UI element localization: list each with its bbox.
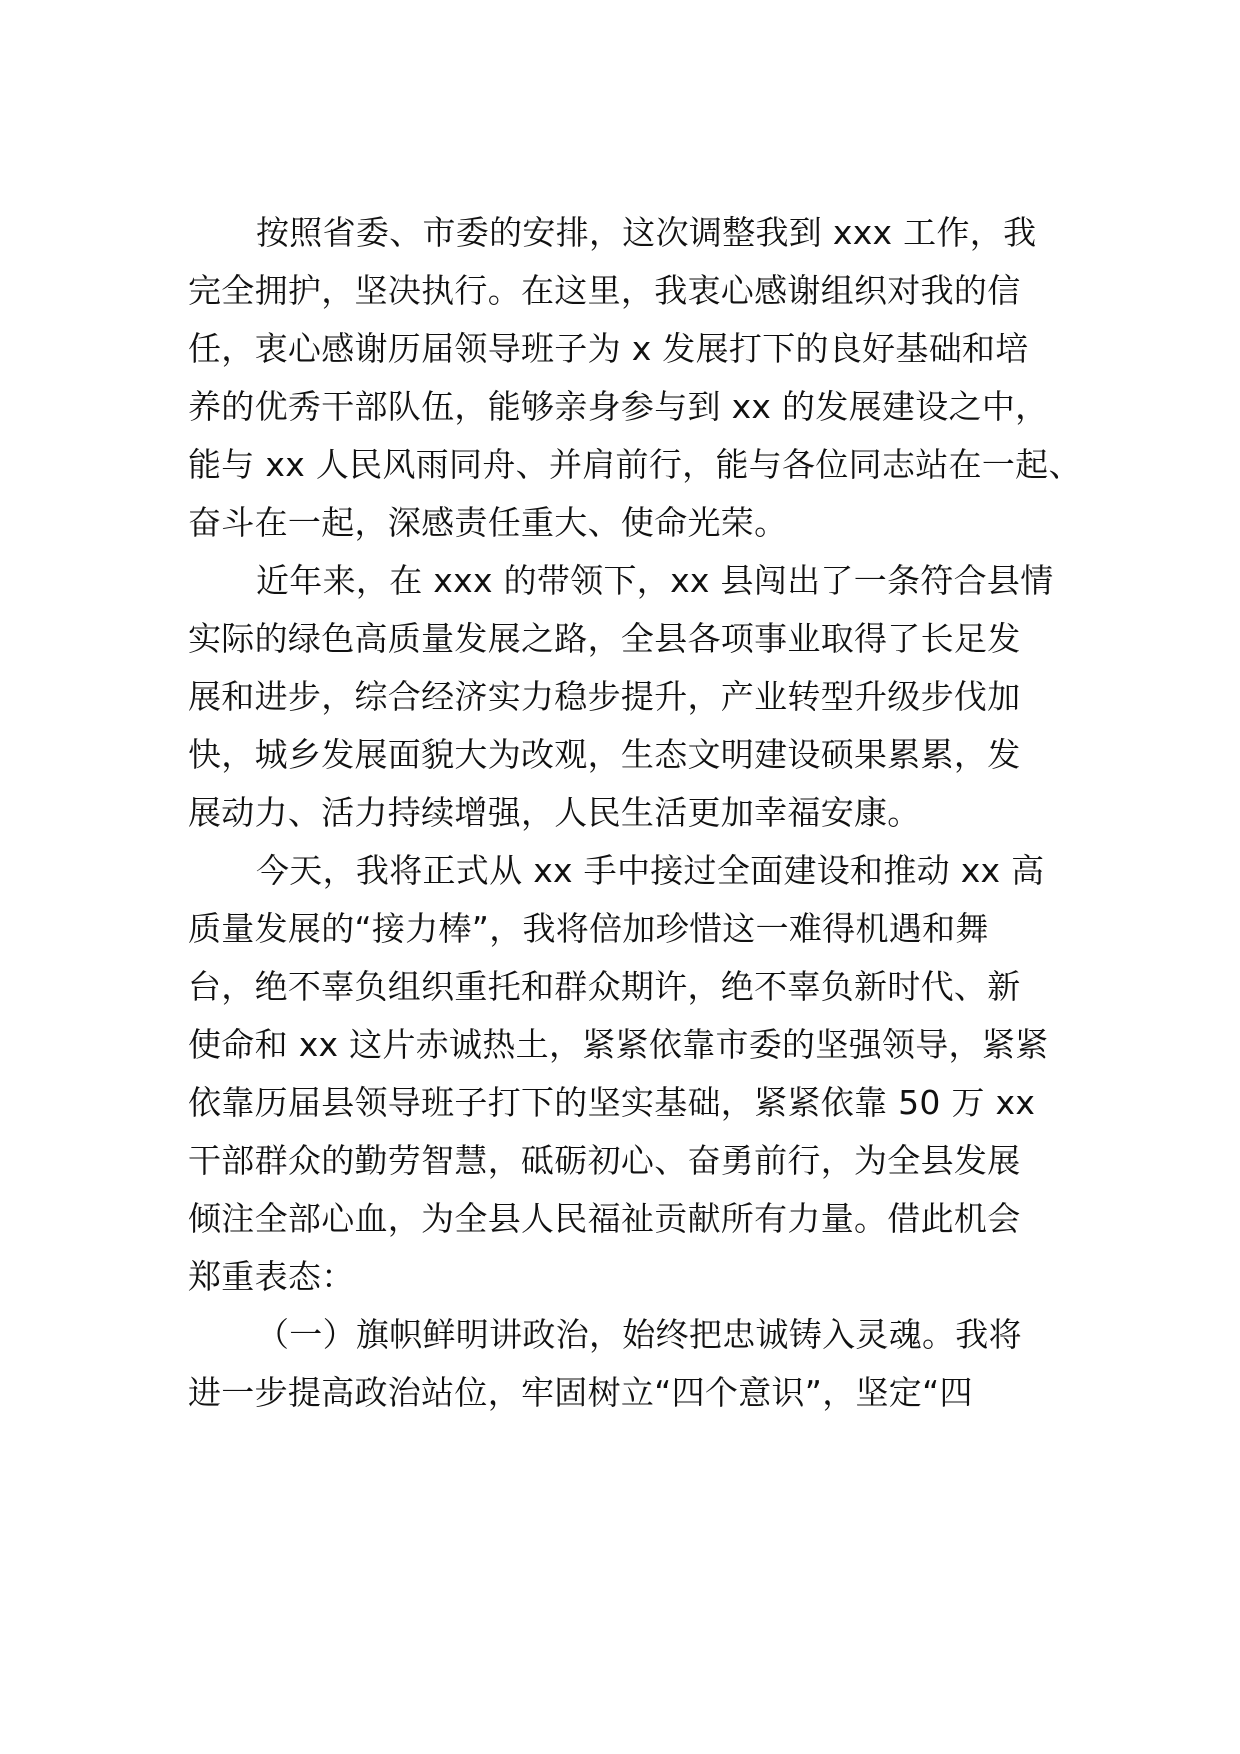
paragraph-2-line-3: 展和进步，综合经济实力稳步提升，产业转型升级步伐加 (188, 677, 1021, 716)
paragraph-2-line-5: 展动力、活力持续增强，人民生活更加幸福安康。 (188, 793, 921, 832)
paragraph-2-line-2: 实际的绿色高质量发展之路，全县各项事业取得了长足发 (188, 619, 1021, 658)
paragraph-3-line-2: 质量发展的“接力棒”，我将倍加珍惜这一难得机遇和舞 (188, 909, 989, 948)
paragraph-3-line-3: 台，绝不辜负组织重托和群众期许，绝不辜负新时代、新 (188, 967, 1021, 1006)
paragraph-1-line-2: 完全拥护，坚决执行。在这里，我衷心感谢组织对我的信 (188, 271, 1021, 310)
paragraph-3-line-5: 依靠历届县领导班子打下的坚实基础，紧紧依靠 50 万 xx (188, 1083, 1036, 1122)
paragraph-1-line-4: 养的优秀干部队伍，能够亲身参与到 xx 的发展建设之中， (188, 387, 1049, 426)
section-1-line-2: 进一步提高政治站位，牢固树立“四个意识”，坚定“四 (188, 1373, 973, 1412)
paragraph-3-line-4: 使命和 xx 这片赤诚热土，紧紧依靠市委的坚强领导，紧紧 (188, 1025, 1049, 1064)
paragraph-1-line-6: 奋斗在一起，深感责任重大、使命光荣。 (188, 503, 788, 542)
paragraph-1-line-3: 任，衷心感谢历届领导班子为 x 发展打下的良好基础和培 (188, 329, 1029, 368)
paragraph-1-line-1: 按照省委、市委的安排，这次调整我到 xxx 工作，我 (256, 213, 1037, 252)
paragraph-3-line-6: 干部群众的勤劳智慧，砥砺初心、奋勇前行，为全县发展 (188, 1141, 1021, 1180)
paragraph-1-line-5: 能与 xx 人民风雨同舟、并肩前行，能与各位同志站在一起、 (188, 445, 1082, 484)
paragraph-3-line-8: 郑重表态： (188, 1257, 355, 1296)
paragraph-2-line-4: 快，城乡发展面貌大为改观，生态文明建设硕果累累，发 (188, 735, 1021, 774)
paragraph-2-line-1: 近年来，在 xxx 的带领下，xx 县闯出了一条符合县情 (256, 561, 1054, 600)
paragraph-3-line-7: 倾注全部心血，为全县人民福祉贡献所有力量。借此机会 (188, 1199, 1021, 1238)
paragraph-3-line-1: 今天，我将正式从 xx 手中接过全面建设和推动 xx 高 (256, 851, 1045, 890)
section-1-line-1: （一）旗帜鲜明讲政治，始终把忠诚铸入灵魂。我将 (256, 1315, 1022, 1354)
